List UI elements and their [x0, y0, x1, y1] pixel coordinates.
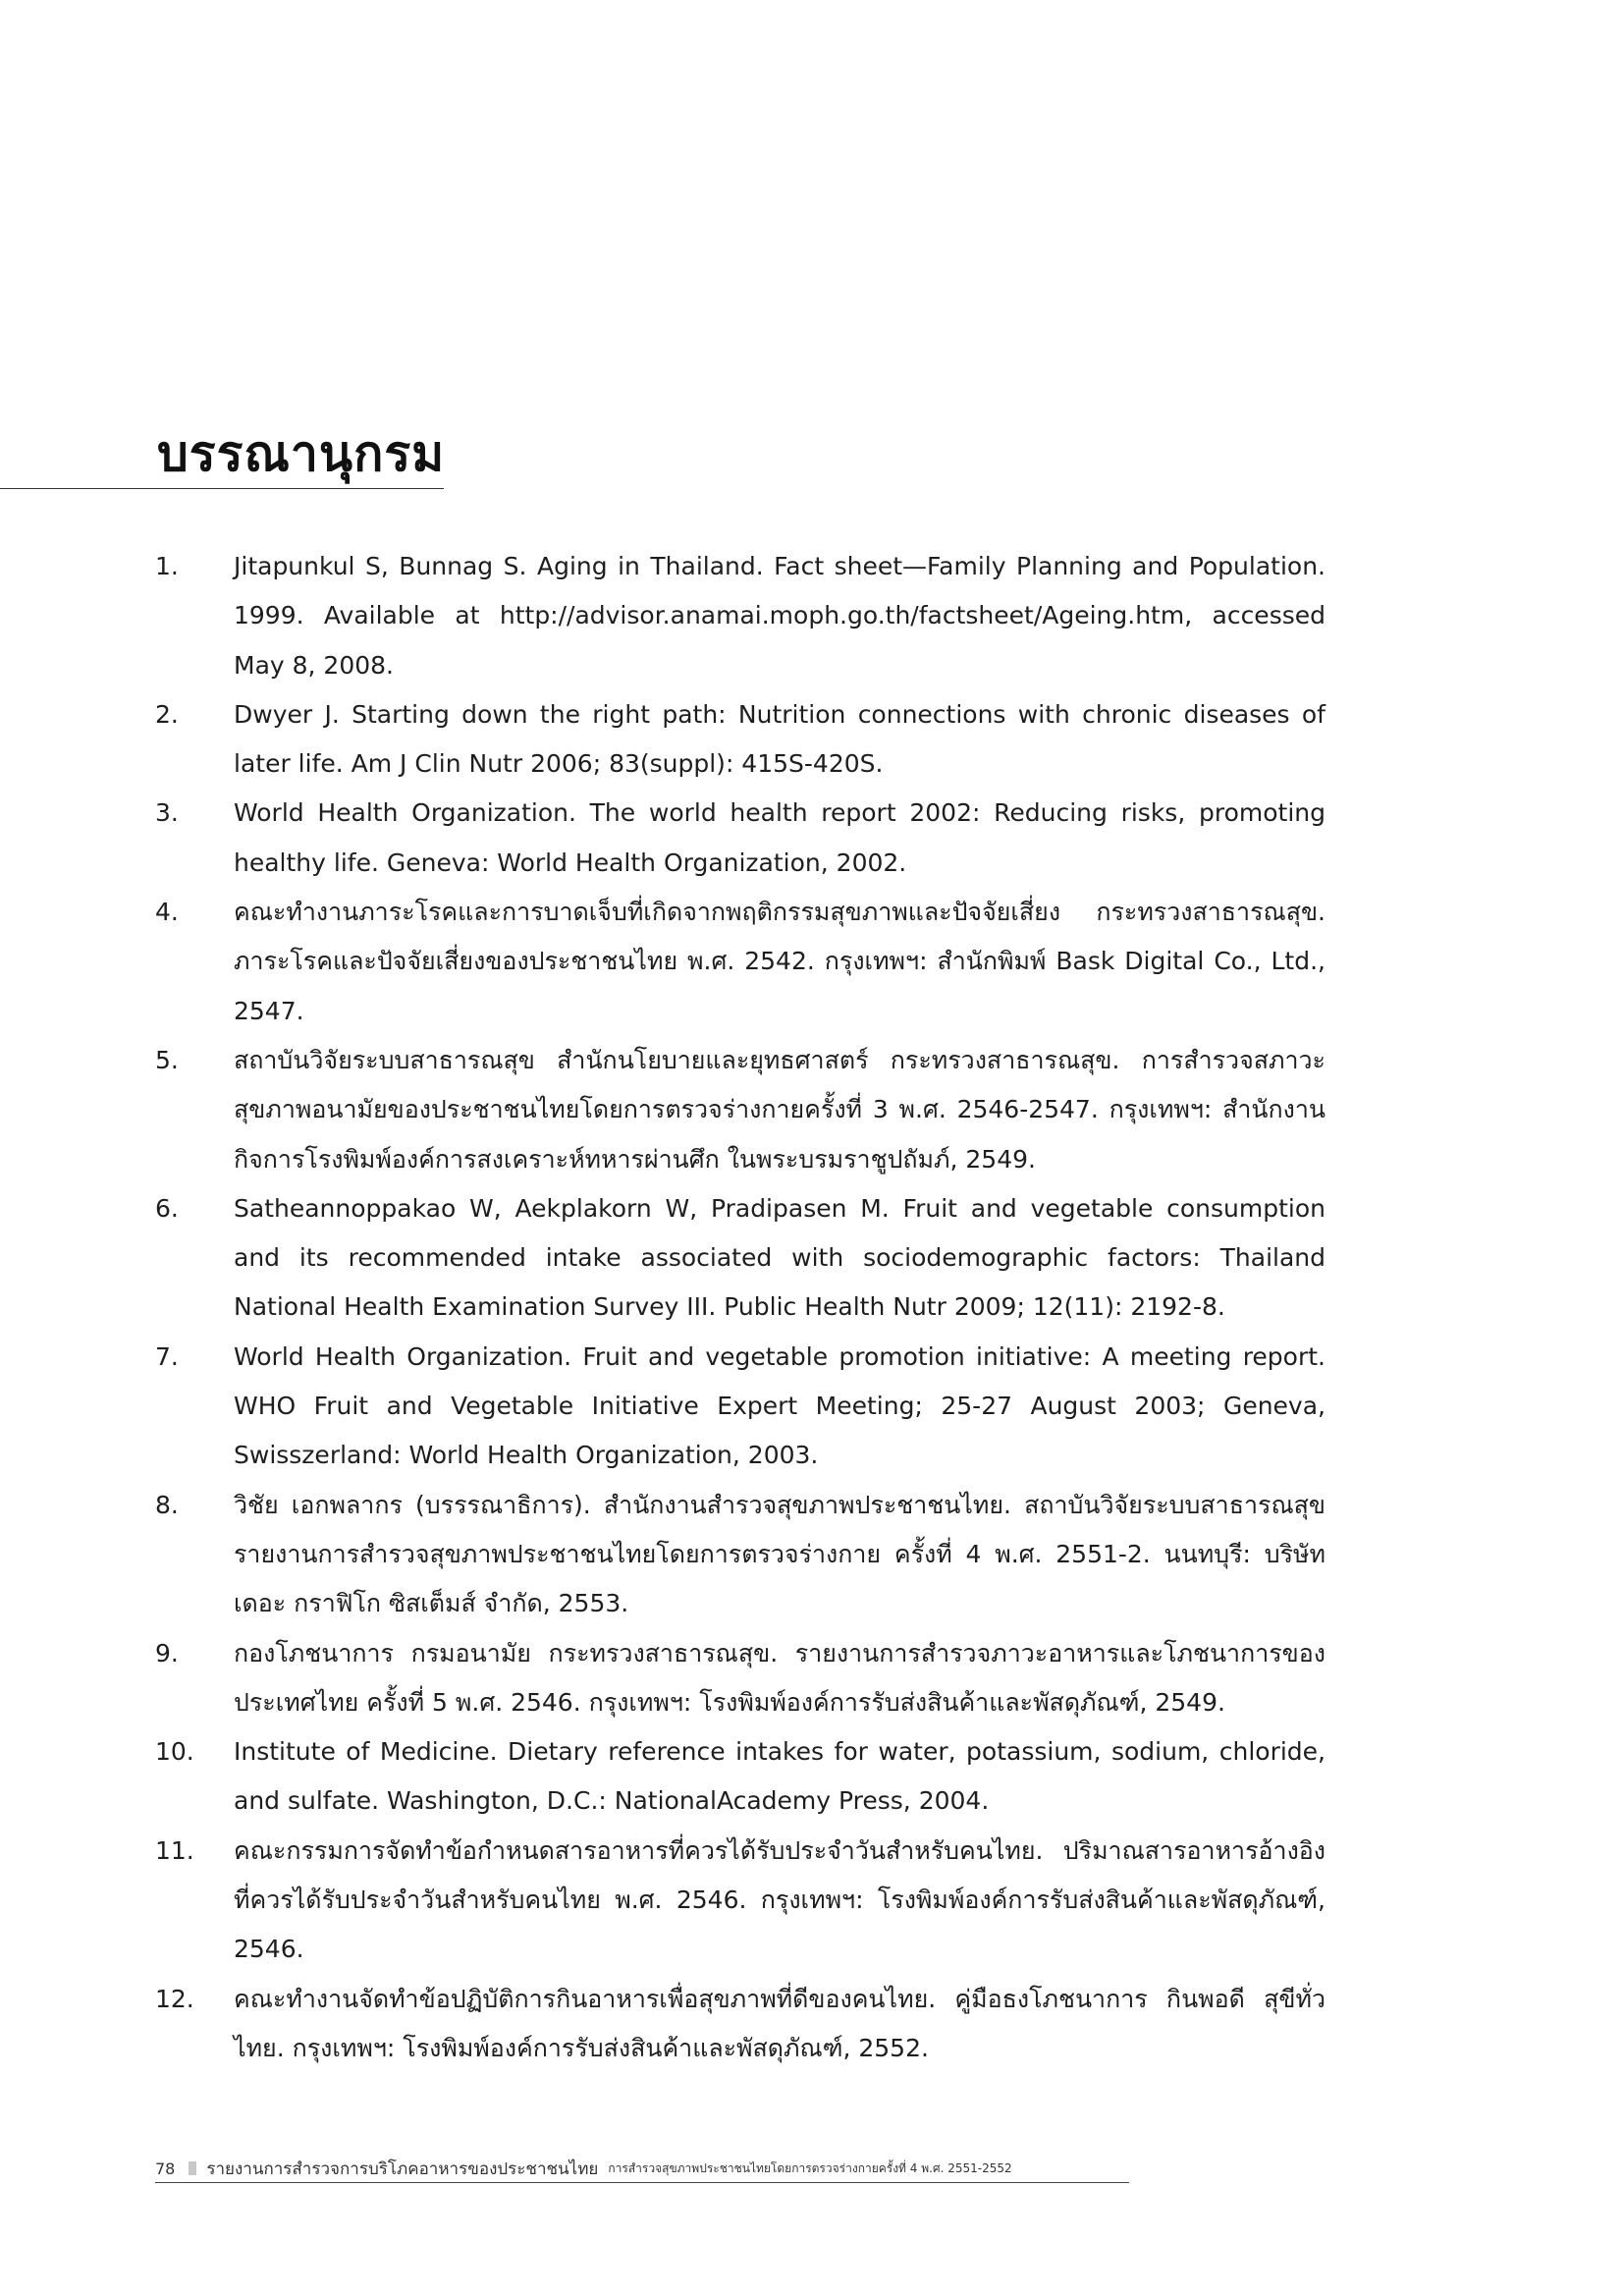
reference-text: กองโภชนาการ กรมอนามัย กระทรวงสาธารณสุข. รายงานการสำรวจภาวะอาหารและโภชนาการของประเทศไทย ครั้งที่ 5 พ.ศ. 2546. กรุงเทพฯ: โรงพิมพ์องค์การรับส่งสินค้าและพัสดุภัณฑ์, 2549. [234, 1638, 1325, 1717]
reference-number: 1. [155, 552, 179, 580]
reference-number: 3. [155, 798, 179, 828]
reference-text: World Health Organization. Fruit and vegetable promotion initiative: A meeting report. WHO Fruit and Vegetable Initiative Expert Meeting; 25-27 August 2003; Geneva, Swisszerland: World Health Organization, 2003. [234, 1341, 1325, 1470]
reference-item [155, 1727, 1325, 1827]
reference-text: World Health Organization. The world health report 2002: Reducing risks, promoting healthy life. Geneva: World Health Organization, 2002. [234, 798, 1325, 877]
reference-number: 10. [155, 1737, 194, 1767]
footer-survey-title: การสำรวจสุขภาพประชาชนไทยโดยการตรวจร่างกายครั้งที่ 4 พ.ศ. 2551-2552 [608, 2160, 1012, 2175]
reference-item [155, 1481, 1325, 1629]
reference-item [155, 690, 1325, 790]
page-footer [155, 2155, 1129, 2183]
reference-text: Jitapunkul S, Bunnag S. Aging in Thailand. Fact sheet—Family Planning and Population. 1999. Available at http://advisor.anamai.moph.go.th/factsheet/Ageing.htm, accessed May 8, 2008. [234, 552, 1325, 680]
reference-item [155, 888, 1325, 1036]
reference-number: 7. [155, 1341, 179, 1371]
reference-item [155, 1184, 1325, 1333]
page-title: บรรณานุกรม [157, 425, 446, 482]
reference-text: คณะทำงานภาระโรคและการบาดเจ็บที่เกิดจากพฤติกรรมสุขภาพและปัจจัยเสี่ยง กระทรวงสาธารณสุข. ภาระโรคและปัจจัยเสี่ยงของประชาชนไทย พ.ศ. 2542. กรุงเทพฯ: สำนักพิมพ์ Bask Digital Co., Ltd., 2547. [234, 898, 1325, 1025]
reference-number: 5. [155, 1045, 179, 1074]
reference-text: Dwyer J. Starting down the right path: Nutrition connections with chronic diseases of later life. Am J Clin Nutr 2006; 83(suppl): 415S-420S. [234, 699, 1325, 779]
reference-number: 4. [155, 898, 179, 927]
reference-number: 8. [155, 1490, 179, 1519]
reference-item [155, 1036, 1325, 1184]
reference-number: 2. [155, 699, 179, 729]
reference-number: 12. [155, 1984, 194, 2013]
reference-item [155, 789, 1325, 888]
reference-list [155, 542, 1325, 2073]
reference-item [155, 1975, 1325, 2074]
title-underline [0, 488, 444, 489]
footer-report-title: รายงานการสำรวจการบริโภคอาหารของประชาชนไทย [206, 2159, 599, 2179]
reference-text: สถาบันวิจัยระบบสาธารณสุข สำนักนโยบายและยุทธศาสตร์ กระทรวงสาธารณสุข. การสำรวจสภาวะสุขภาพอนามัยของประชาชนไทยโดยการตรวจร่างกายครั้งที่ 3 พ.ศ. 2546-2547. กรุงเทพฯ: สำนักงานกิจการโรงพิมพ์องค์การสงเคราะห์ทหารผ่านศึก ในพระบรมราชูปถัมภ์, 2549. [234, 1045, 1325, 1174]
reference-text: Satheannoppakao W, Aekplakorn W, Pradipasen M. Fruit and vegetable consumption and its recommended intake associated with sociodemographic factors: Thailand National Health Examination Survey III. Public Health Nutr 2009; 12(11): 2192-8. [234, 1193, 1325, 1322]
reference-text: Institute of Medicine. Dietary reference intakes for water, potassium, sodium, chloride, and sulfate. Washington, D.C.: NationalAcademy Press, 2004. [234, 1737, 1325, 1816]
reference-text: คณะกรรมการจัดทำข้อกำหนดสารอาหารที่ควรได้รับประจำวันสำหรับคนไทย. ปริมาณสารอาหารอ้างอิงที่ควรได้รับประจำวันสำหรับคนไทย พ.ศ. 2546. กรุงเทพฯ: โรงพิมพ์องค์การรับส่งสินค้าและพัสดุภัณฑ์, 2546. [234, 1835, 1325, 1964]
reference-item [155, 542, 1325, 690]
reference-text: คณะทำงานจัดทำข้อปฏิบัติการกินอาหารเพื่อสุขภาพที่ดีของคนไทย. คู่มือธงโภชนาการ กินพอดี สุขีทั่วไทย. กรุงเทพฯ: โรงพิมพ์องค์การรับส่งสินค้าและพัสดุภัณฑ์, 2552. [234, 1984, 1325, 2062]
reference-item [155, 1333, 1325, 1481]
reference-number: 9. [155, 1638, 179, 1667]
reference-item [155, 1827, 1325, 1975]
reference-number: 6. [155, 1193, 179, 1223]
reference-number: 11. [155, 1835, 194, 1865]
reference-item [155, 1629, 1325, 1728]
footer-page-number: 78 [155, 2159, 176, 2178]
reference-text: วิชัย เอกพลากร (บรรรณาธิการ). สำนักงานสำรวจสุขภาพประชาชนไทย. สถาบันวิจัยระบบสาธารณสุข รายงานการสำรวจสุขภาพประชาชนไทยโดยการตรวจร่างกาย ครั้งที่ 4 พ.ศ. 2551-2. นนทบุรี: บริษัท เดอะ กราฟิโก ซิสเต็มส์ จำกัด, 2553. [234, 1490, 1325, 1618]
footer-separator-bar [189, 2161, 196, 2175]
